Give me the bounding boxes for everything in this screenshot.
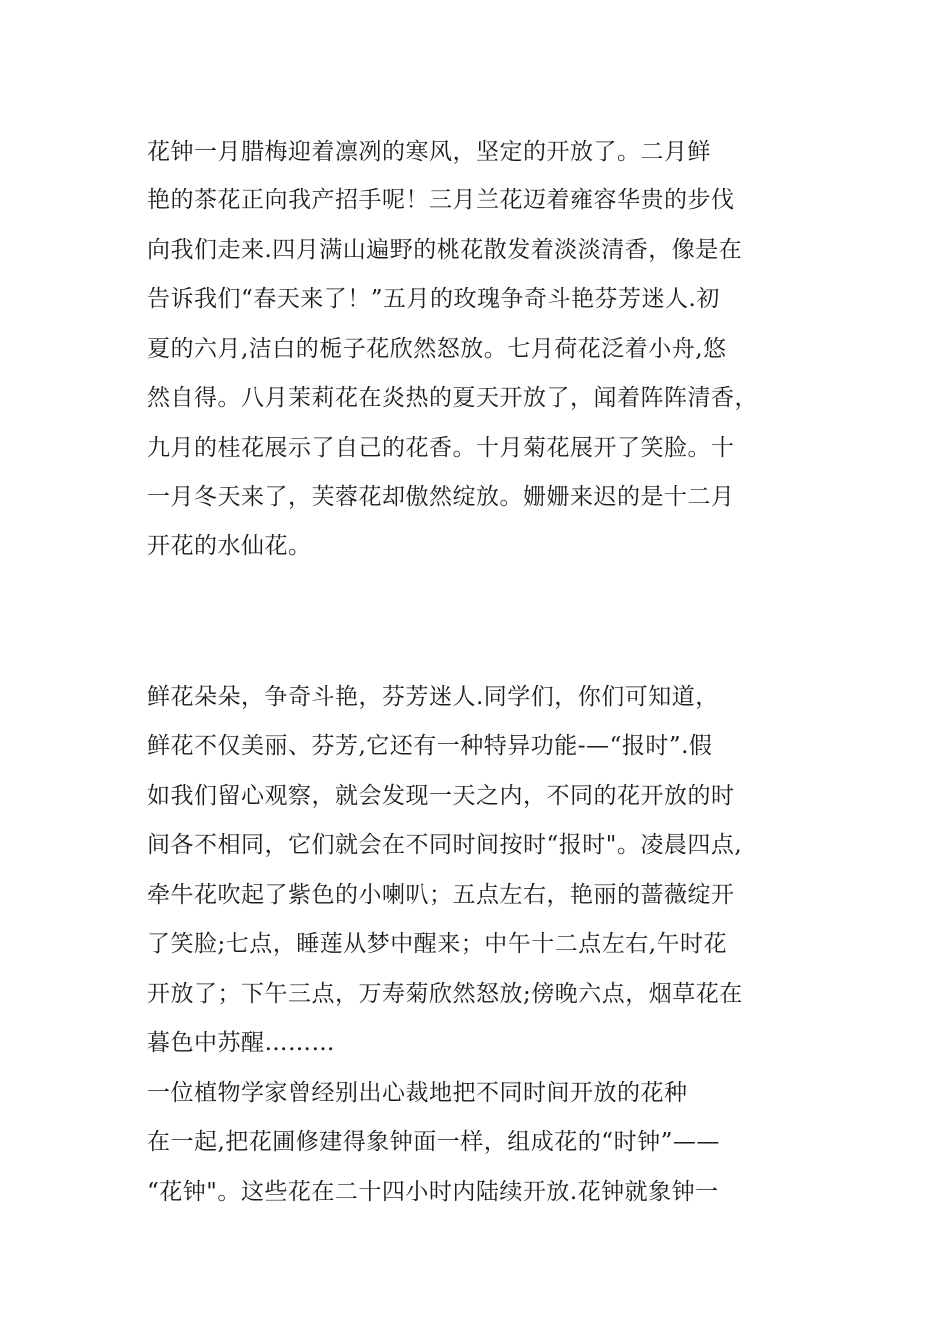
text-line: 开放了；下午三点，万寿菊欣然怒放;傍晚六点，烟草花在 xyxy=(147,981,743,1007)
text-line: 一月冬天来了，芙蓉花却傲然绽放。姗姗来迟的是十二月 xyxy=(147,484,735,510)
text-line: 告诉我们“春天来了！”五月的玫瑰争奇斗艳芬芳迷人.初 xyxy=(147,286,720,312)
text-line: 鲜花不仅美丽、芬芳,它还有一种特异功能-—“报时”.假 xyxy=(147,733,713,759)
text-line: 向我们走来.四月满山遍野的桃花散发着淡淡清香，像是在 xyxy=(147,237,743,263)
text-line: 在一起,把花圃修建得象钟面一样，组成花的“时钟”—— xyxy=(147,1129,720,1155)
text-line: 然自得。八月茉莉花在炎热的夏天开放了，闻着阵阵清香， xyxy=(147,385,758,411)
text-line: 一位植物学家曾经别出心裁地把不同时间开放的花种 xyxy=(147,1080,688,1106)
text-line: “花钟"。这些花在二十四小时内陆续开放.花钟就象钟一 xyxy=(147,1179,719,1205)
text-line: 间各不相同，它们就会在不同时间按时“报时"。凌晨四点, xyxy=(147,832,743,858)
text-line: 了笑脸;七点，睡莲从梦中醒来；中午十二点左右,午时花 xyxy=(147,931,728,957)
text-line: 花钟一月腊梅迎着凛冽的寒风，坚定的开放了。二月鲜 xyxy=(147,139,711,165)
text-line: 如我们留心观察，就会发现一天之内，不同的花开放的时 xyxy=(147,783,735,809)
text-line: 开花的水仙花。 xyxy=(147,533,312,559)
text-line: 牵牛花吹起了紫色的小喇叭；五点左右，艳丽的蔷薇绽开 xyxy=(147,882,735,908)
text-line: 艳的茶花正向我产招手呢！三月兰花迈着雍容华贵的步伐 xyxy=(147,187,735,213)
text-line: 九月的桂花展示了自己的花香。十月菊花展开了笑脸。十 xyxy=(147,435,735,461)
text-line: 夏的六月,洁白的栀子花欣然怒放。七月荷花泛着小舟,悠 xyxy=(147,336,727,362)
text-line: 暮色中苏醒……… xyxy=(147,1030,335,1056)
text-line: 鲜花朵朵，争奇斗艳，芬芳迷人.同学们，你们可知道， xyxy=(147,684,719,710)
